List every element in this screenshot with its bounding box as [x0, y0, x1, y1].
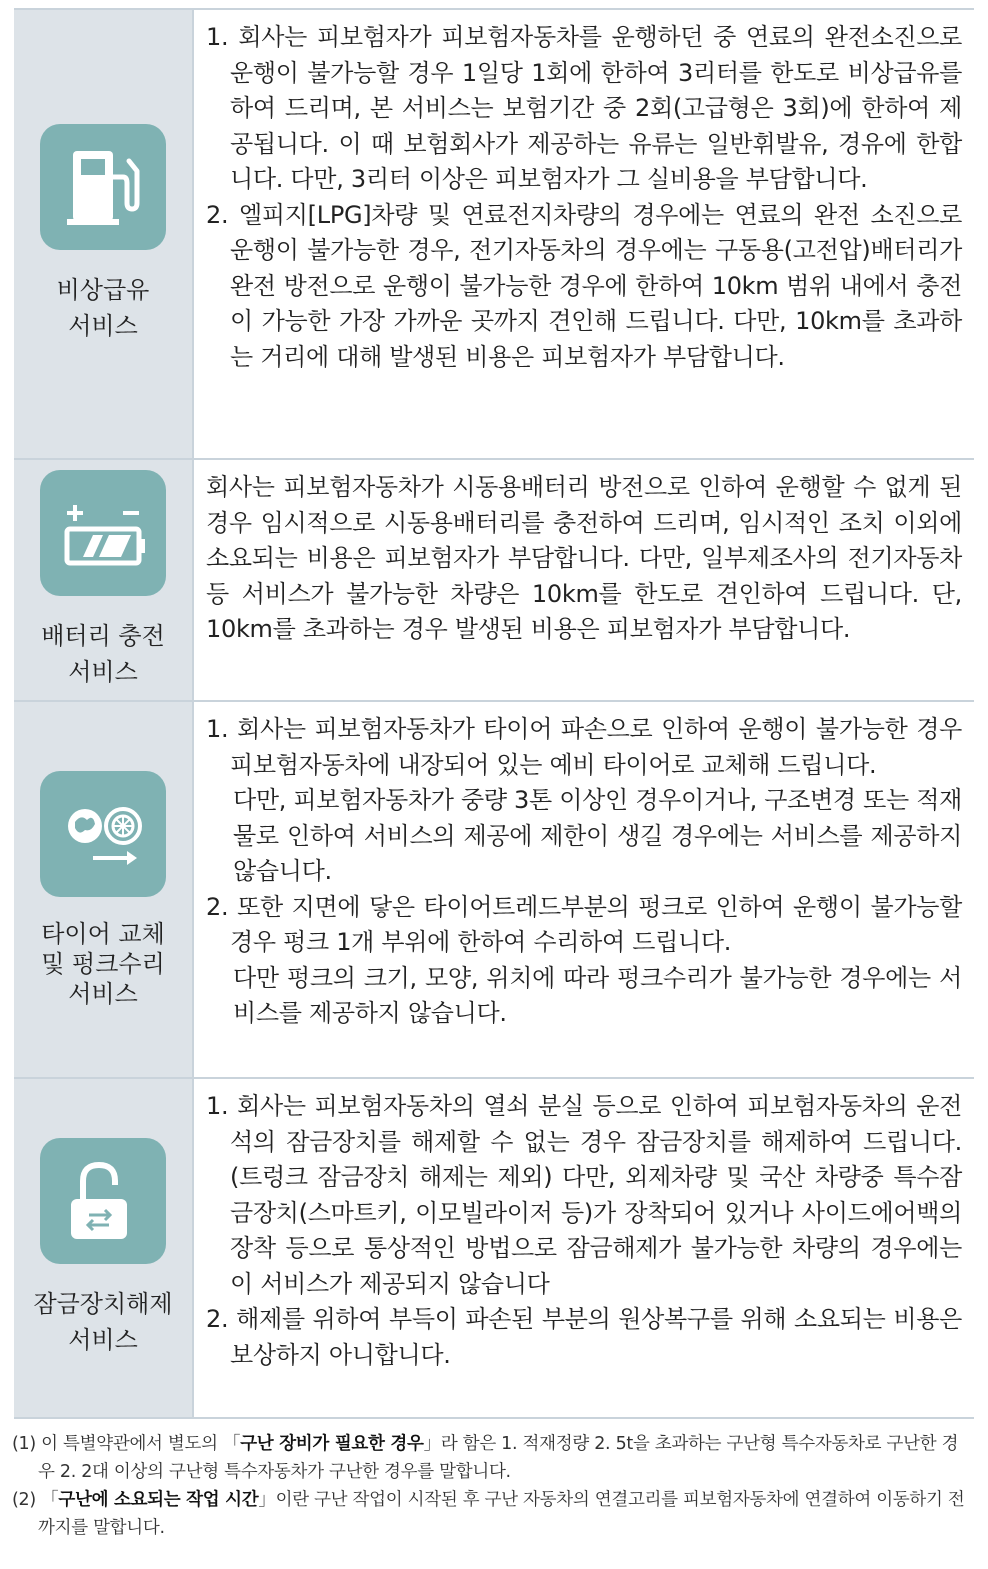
- list-item-note: 다만, 피보험자동차가 중량 3톤 이상인 경우이거나, 구조변경 또는 적재물로 인하여 서비스의 제공에 제한이 생길 경우에는 서비스를 제공하지 않습니다.: [233, 786, 963, 885]
- list-item-note: 다만 펑크의 크기, 모양, 위치에 따라 펑크수리가 불가능한 경우에는 서비스를 제공하지 않습니다.: [233, 963, 962, 1027]
- list-item: 1. 회사는 피보험자동차의 열쇠 분실 등으로 인하여 피보험자동차의 운전석의 잠금장치를 해제할 수 없는 경우 잠금장치를 해제하여 드립니다. (트렁크 잠금장치 해제는 제외) 다만, 외제차량 및 국산 차량중 특수잠금장치(스마트키, 이모빌라이저 등)가 장착되어 있거나 사이드에어백의 장착 등으로 통상적인 방법으로 잠금해제가 불가능한 차량의 경우에는 이 서비스가 제공되지 않습니다: [206, 1092, 962, 1298]
- service-row-tire: [14, 702, 974, 1079]
- list-item: 2. 또한 지면에 닿은 타이어트레드부분의 펑크로 인하여 운행이 불가능할 경우 펑크 1개 부위에 한하여 수리하여 드립니다.: [206, 892, 962, 956]
- footnote: (2) 「구난에 소요되는 작업 시간」이란 구난 작업이 시작된 후 구난 자동차의 연결고리를 피보험자동차에 연결하여 이동하기 전까지를 말합니다.: [12, 1490, 965, 1538]
- paragraph: 회사는 피보험자동차가 시동용배터리 방전으로 인하여 운행할 수 없게 된 경우 임시적으로 시동용배터리를 충전하여 드리며, 임시적인 조치 이외에 소요되는 비용은 피보험자가 부담합니다. 다만, 일부제조사의 전기자동차 등 서비스가 불가능한 차량은 10km를 한도로 견인하여 드립니다. 단, 10km를 초과하는 경우 발생된 비용은 피보험자가 부담합니다.: [206, 473, 962, 643]
- footnote: (1) 이 특별약관에서 별도의 「구난 장비가 필요한 경우」라 함은 1. 적재정량 2. 5t을 초과하는 구난형 특수자동차로 구난한 경우 2. 2대 이상의 구난형 특수자동차가 구난한 경우를 말합니다.: [12, 1434, 959, 1482]
- service-row-fuel: [14, 10, 974, 460]
- service-row-battery: [14, 460, 974, 702]
- unlock-icon: [40, 1138, 166, 1264]
- tire-change-icon: [40, 771, 166, 897]
- service-description: [194, 1079, 974, 1417]
- service-name: 비상급유 서비스: [56, 276, 150, 340]
- footnotes: [12, 1430, 974, 1542]
- service-name: 타이어 교체 및 펑크수리 서비스: [41, 919, 165, 1008]
- list-item: 2. 엘피지[LPG]차량 및 연료전지차량의 경우에는 연료의 완전 소진으로 운행이 불가능한 경우, 전기자동차의 경우에는 구동용(고전압)배터리가 완전 방전으로 운행이 불가능한 경우에 한하여 10km 범위 내에서 충전이 가능한 가장 가까운 곳까지 견인해 드립니다. 다만, 10km를 초과하는 거리에 대해 발생된 비용은 피보험자가 부담합니다.: [206, 200, 962, 371]
- service-label: [14, 1079, 194, 1417]
- service-row-unlock: [14, 1079, 974, 1417]
- service-name: 잠금장치해제 서비스: [33, 1290, 173, 1354]
- battery-icon: [40, 470, 166, 596]
- service-table: [14, 8, 974, 1419]
- service-label: [14, 702, 194, 1077]
- service-description: [194, 460, 974, 700]
- fuel-pump-icon: [40, 124, 166, 250]
- service-label: [14, 460, 194, 700]
- service-name: 배터리 충전 서비스: [41, 622, 165, 686]
- service-description: [194, 702, 974, 1077]
- service-description: [194, 10, 974, 458]
- list-item: 1. 회사는 피보험자동차가 타이어 파손으로 인하여 운행이 불가능한 경우 피보험자동차에 내장되어 있는 예비 타이어로 교체해 드립니다.: [206, 715, 962, 779]
- service-label: [14, 10, 194, 458]
- list-item: 2. 해제를 위하여 부득이 파손된 부분의 원상복구를 위해 소요되는 비용은 보상하지 아니합니다.: [206, 1305, 962, 1369]
- list-item: 1. 회사는 피보험자가 피보험자동차를 운행하던 중 연료의 완전소진으로 운행이 불가능할 경우 1일당 1회에 한하여 3리터를 한도로 비상급유를 하여 드리며, 본 서비스는 보험기간 중 2회(고급형은 3회)에 한하여 제공됩니다. 이 때 보험회사가 제공하는 유류는 일반휘발유, 경유에 한합니다. 다만, 3리터 이상은 피보험자가 그 실비용을 부담합니다.: [206, 23, 962, 193]
